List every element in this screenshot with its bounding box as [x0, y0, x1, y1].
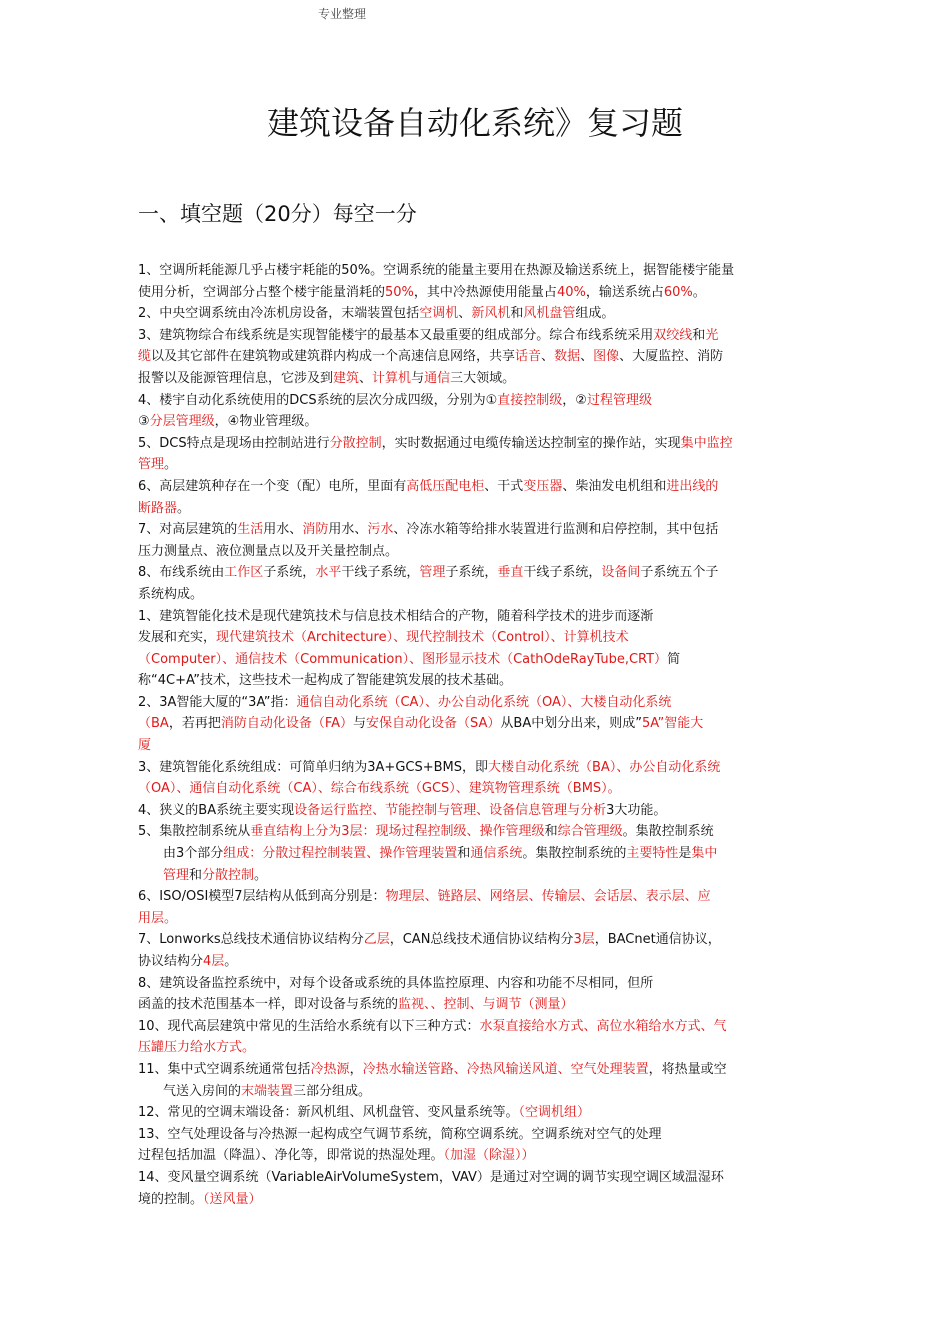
- question-text: 4、楼宇自动化系统使用的DCS系统的层次分成四级，分别为①: [138, 392, 498, 408]
- question-item: [138, 606, 818, 692]
- answer-text: 工作区: [224, 565, 264, 581]
- section-heading: 一、填空题（20分）每空一分: [138, 202, 417, 226]
- question-text: 和: [692, 327, 706, 343]
- answer-text: 监视、、控制、与调节（测量）: [398, 997, 574, 1013]
- answer-text: 数据: [554, 349, 581, 365]
- question-text: 、: [359, 370, 373, 386]
- question-text: 8、建筑设备监控系统中，对每个设备或系统的具体监控原理、内容和功能不尽相同，但所: [138, 975, 654, 991]
- question-item: [138, 433, 818, 476]
- answer-text: 组成：分散过程控制装置、操作管理装置: [223, 846, 458, 862]
- question-item: [138, 1059, 818, 1102]
- answer-text: 5A”智能大: [641, 716, 704, 732]
- question-list: [138, 260, 818, 1210]
- question-text: 、干式: [484, 478, 524, 494]
- answer-text: 大楼自动化系统（BA）、办公自动化系统: [488, 759, 721, 775]
- answer-text: 垂直结构上分为3层：现场过程控制级、操作管理级: [250, 824, 545, 840]
- answer-text: 建筑: [333, 370, 360, 386]
- question-text: ，实时数据通过电缆传输送达控制室的操作站，实现: [381, 435, 681, 451]
- question-item: [138, 476, 818, 519]
- answer-text: 变压器: [523, 478, 563, 494]
- answer-text: 通信: [424, 370, 451, 386]
- question-text: 和: [510, 306, 524, 322]
- question-text: 、大厦监控、消防: [619, 349, 724, 365]
- answer-text: 压罐压力给水方式。: [138, 1040, 256, 1056]
- answer-text: 管理: [138, 457, 165, 473]
- question-text: 简: [667, 651, 681, 667]
- answer-text: 用层。: [138, 910, 178, 926]
- question-text: 称“4C+A”技术，这些技术一起构成了智能建筑发展的技术基础。: [138, 673, 512, 689]
- question-text: 发展和充实，: [138, 630, 217, 646]
- question-text: 干线子系统，: [341, 565, 420, 581]
- answer-text: 集中监控: [680, 435, 733, 451]
- question-text: 子系统五个子: [640, 565, 719, 581]
- question-text: 6、高层建筑种存在一个变（配）电所，里面有: [138, 478, 407, 494]
- question-text: 子系统，: [263, 565, 316, 581]
- question-text: 3、建筑智能化系统组成：可简单归纳为3A+GCS+BMS，即: [138, 759, 489, 775]
- question-text: 。: [692, 284, 706, 300]
- document-title: 建筑设备自动化系统》复习题: [266, 104, 683, 142]
- answer-text: 垂直: [497, 565, 524, 581]
- question-text: 报警以及能源管理信息，它涉及到: [138, 370, 334, 386]
- question-text: 。: [224, 954, 238, 969]
- answer-text: 设备运行监控、节能控制与管理、设备信息管理与分析: [294, 802, 607, 818]
- question-text: 7、Lonworks总线技术通信协议结构分: [138, 932, 364, 948]
- answer-text: 分散控制: [202, 867, 255, 883]
- question-text: 是: [678, 846, 692, 862]
- answer-text: 进出线的: [666, 478, 719, 494]
- question-text: 。: [254, 867, 268, 883]
- question-text: ，其中冷热源使用能量占: [413, 284, 557, 300]
- answer-text: 过程管理级: [586, 392, 652, 408]
- question-text: 系统构成。: [138, 586, 204, 602]
- question-text: 干线子系统，: [523, 565, 602, 581]
- question-item: [138, 1016, 818, 1059]
- question-item: [138, 1124, 818, 1167]
- question-item: [138, 973, 818, 1016]
- answer-text: 缆: [138, 349, 152, 365]
- question-text: 子系统，: [445, 565, 498, 581]
- answer-text: 冷热源: [310, 1061, 350, 1077]
- answer-text: 末端装置: [241, 1083, 294, 1099]
- answer-text: 主要特性: [626, 846, 679, 862]
- answer-text: （Computer）、通信技术（Communication）、图形显示技术（CathOdeRayTube,CRT）: [138, 651, 668, 667]
- answer-text: 综合管理级: [557, 824, 623, 840]
- answer-text: 3层: [573, 932, 595, 948]
- question-text: 7、对高层建筑的: [138, 522, 238, 538]
- question-text: 5、集散控制系统从: [138, 824, 251, 840]
- question-text: ，②: [562, 392, 587, 408]
- answer-text: （BA: [138, 716, 169, 732]
- question-text: 13、空气处理设备与冷热源一起构成空气调节系统，简称空调系统。空调系统对空气的处理: [138, 1126, 662, 1142]
- answer-text: 高低压配电柜: [406, 478, 485, 494]
- answer-text: 厦: [138, 738, 152, 754]
- question-text: 协议结构分: [138, 954, 204, 969]
- question-text: 和: [544, 824, 558, 840]
- question-item: [138, 886, 818, 929]
- question-text: ，若再把: [168, 716, 221, 732]
- question-text: 用水、: [263, 522, 303, 538]
- question-text: 气送入房间的: [163, 1083, 242, 1099]
- answer-text: 安保自动化设备（SA）: [366, 716, 501, 732]
- answer-text: 冷热水输送管路、冷热风输送风道、空气处理装置: [362, 1061, 649, 1077]
- question-text: 压力测量点、液位测量点以及开关量控制点。: [138, 543, 399, 559]
- answer-text: 光: [705, 327, 719, 343]
- question-item: [138, 800, 818, 822]
- question-text: ，BACnet通信协议，: [594, 932, 721, 948]
- answer-text: 分层管理级: [149, 414, 215, 430]
- answer-text: 50%: [385, 284, 414, 300]
- answer-text: 消防自动化设备（FA）: [220, 716, 354, 732]
- question-item: [138, 692, 818, 757]
- answer-text: 管理: [163, 867, 190, 883]
- question-text: 、: [541, 349, 555, 365]
- question-item: [138, 562, 818, 605]
- answer-text: 消防: [302, 522, 329, 538]
- question-item: [138, 303, 818, 325]
- question-text: 。集散控制系统: [622, 824, 714, 840]
- question-text: ③: [138, 414, 150, 430]
- answer-text: （OA）、通信自动化系统（CA）、综合布线系统（GCS）、建筑物管理系统（BMS）。: [138, 781, 621, 797]
- answer-text: 生活: [237, 522, 264, 538]
- question-text: 4、狭义的BA系统主要实现: [138, 802, 295, 818]
- question-text: 。: [164, 457, 178, 473]
- question-text: 6、ISO/OSI模型7层结构从低到高分别是：: [138, 889, 386, 905]
- question-text: 由3个部分: [163, 846, 224, 862]
- question-text: 用水、: [328, 522, 368, 538]
- question-item: [138, 929, 818, 972]
- question-text: 从BA中划分出来，则成”: [500, 716, 642, 732]
- question-text: 与: [411, 370, 425, 386]
- question-text: 、冷冻水箱等给排水装置进行监测和启停控制，其中包括: [393, 522, 719, 538]
- answer-text: 60%: [663, 284, 693, 300]
- question-text: 三大领域。: [450, 370, 516, 386]
- question-text: ，输送系统占: [585, 284, 664, 300]
- question-text: 12、常见的空调末端设备：新风机组、风机盘管、变风量系统等。: [138, 1105, 519, 1121]
- question-text: 3、建筑物综合布线系统是实现智能楼宇的最基本又最重要的组成部分。综合布线系统采用: [138, 327, 654, 343]
- question-item: [138, 260, 818, 303]
- question-text: 、柴油发电机组和: [562, 478, 667, 494]
- answer-text: （空调机组）: [518, 1105, 591, 1121]
- question-text: 境的控制。: [138, 1191, 204, 1207]
- question-item: [138, 1102, 818, 1124]
- answer-text: 污水: [367, 522, 394, 538]
- question-text: 过程包括加温（降温）、净化等，即常说的热湿处理。: [138, 1148, 444, 1164]
- answer-text: 集中: [691, 846, 718, 862]
- answer-text: 话音: [515, 349, 542, 365]
- question-text: 10、现代高层建筑中常见的生活给水系统有以下三种方式：: [138, 1018, 480, 1034]
- answer-text: 水泵直接给水方式、高位水箱给水方式、气: [479, 1018, 727, 1034]
- answer-text: 乙层: [363, 932, 390, 948]
- answer-text: 风机盘管: [523, 306, 576, 322]
- answer-text: 计算机: [372, 370, 412, 386]
- question-text: 组成。: [575, 306, 615, 322]
- answer-text: 管理: [419, 565, 446, 581]
- question-text: ，CAN总线技术通信协议结构分: [389, 932, 574, 948]
- answer-text: 水平: [315, 565, 342, 581]
- question-text: 以及其它部件在建筑物或建筑群内构成一个高速信息网络，共享: [151, 349, 516, 365]
- answer-text: 物理层、链路层、网络层、传输层、会话层、表示层、应: [385, 889, 711, 905]
- question-text: 3大功能。: [606, 802, 667, 818]
- answer-text: 分散控制: [329, 435, 382, 451]
- question-text: 函盖的技术范围基本一样，即对设备与系统的: [138, 997, 399, 1013]
- question-text: 。集散控制系统的: [522, 846, 627, 862]
- question-item: [138, 757, 818, 800]
- question-text: 三部分组成。: [293, 1083, 372, 1099]
- question-text: 和: [457, 846, 471, 862]
- question-text: 、: [458, 306, 472, 322]
- answer-text: 图像: [593, 349, 620, 365]
- answer-text: 设备间: [601, 565, 641, 581]
- answer-text: 新风机: [471, 306, 511, 322]
- answer-text: （加湿（除湿））: [443, 1148, 535, 1164]
- question-text: 、: [580, 349, 594, 365]
- question-text: 。: [177, 500, 191, 516]
- question-text: 11、集中式空调系统通常包括: [138, 1061, 311, 1077]
- question-text: 与: [353, 716, 367, 732]
- question-text: 2、3A智能大厦的“3A”指：: [138, 694, 297, 710]
- question-text: 2、中央空调系统由冷冻机房设备，末端装置包括: [138, 306, 420, 322]
- question-item: [138, 821, 818, 886]
- question-item: [138, 519, 818, 562]
- question-text: ，④物业管理级。: [214, 414, 318, 430]
- question-item: [138, 1167, 818, 1210]
- question-text: 和: [189, 867, 203, 883]
- answer-text: 空调机: [419, 306, 459, 322]
- question-text: ，将热量或空: [648, 1061, 727, 1077]
- answer-text: 通信系统: [470, 846, 523, 862]
- answer-text: 断路器: [138, 500, 178, 516]
- question-text: 8、布线系统由: [138, 565, 225, 581]
- answer-text: 通信自动化系统（CA）、办公自动化系统（OA）、大楼自动化系统: [296, 694, 672, 710]
- question-text: 1、建筑智能化技术是现代建筑技术与信息技术相结合的产物，随着科学技术的进步而逐渐: [138, 608, 654, 624]
- question-item: [138, 325, 818, 390]
- question-text: ，: [349, 1061, 363, 1077]
- header-note: 专业整理: [318, 7, 367, 21]
- answer-text: 现代建筑技术（Architecture）、现代控制技术（Control）、计算机技术: [216, 630, 629, 646]
- question-text: 14、变风量空调系统（VariableAirVolumeSystem，VAV）是通过对空调的调节实现空调区域温湿环: [138, 1169, 724, 1185]
- answer-text: （送风量）: [203, 1191, 262, 1207]
- question-text: 1、空调所耗能源几乎占楼宇耗能的50%。空调系统的能量主要用在热源及输送系统上，据智能楼宇能量: [138, 263, 735, 278]
- question-item: [138, 390, 818, 433]
- answer-text: 40%: [556, 284, 586, 300]
- question-text: 使用分析，空调部分占整个楼宇能量消耗的: [138, 284, 386, 300]
- answer-text: 双绞线: [653, 327, 693, 343]
- answer-text: 直接控制级: [497, 392, 563, 408]
- question-text: 5、DCS特点是现场由控制站进行: [138, 435, 330, 451]
- answer-text: 4层: [203, 954, 225, 969]
